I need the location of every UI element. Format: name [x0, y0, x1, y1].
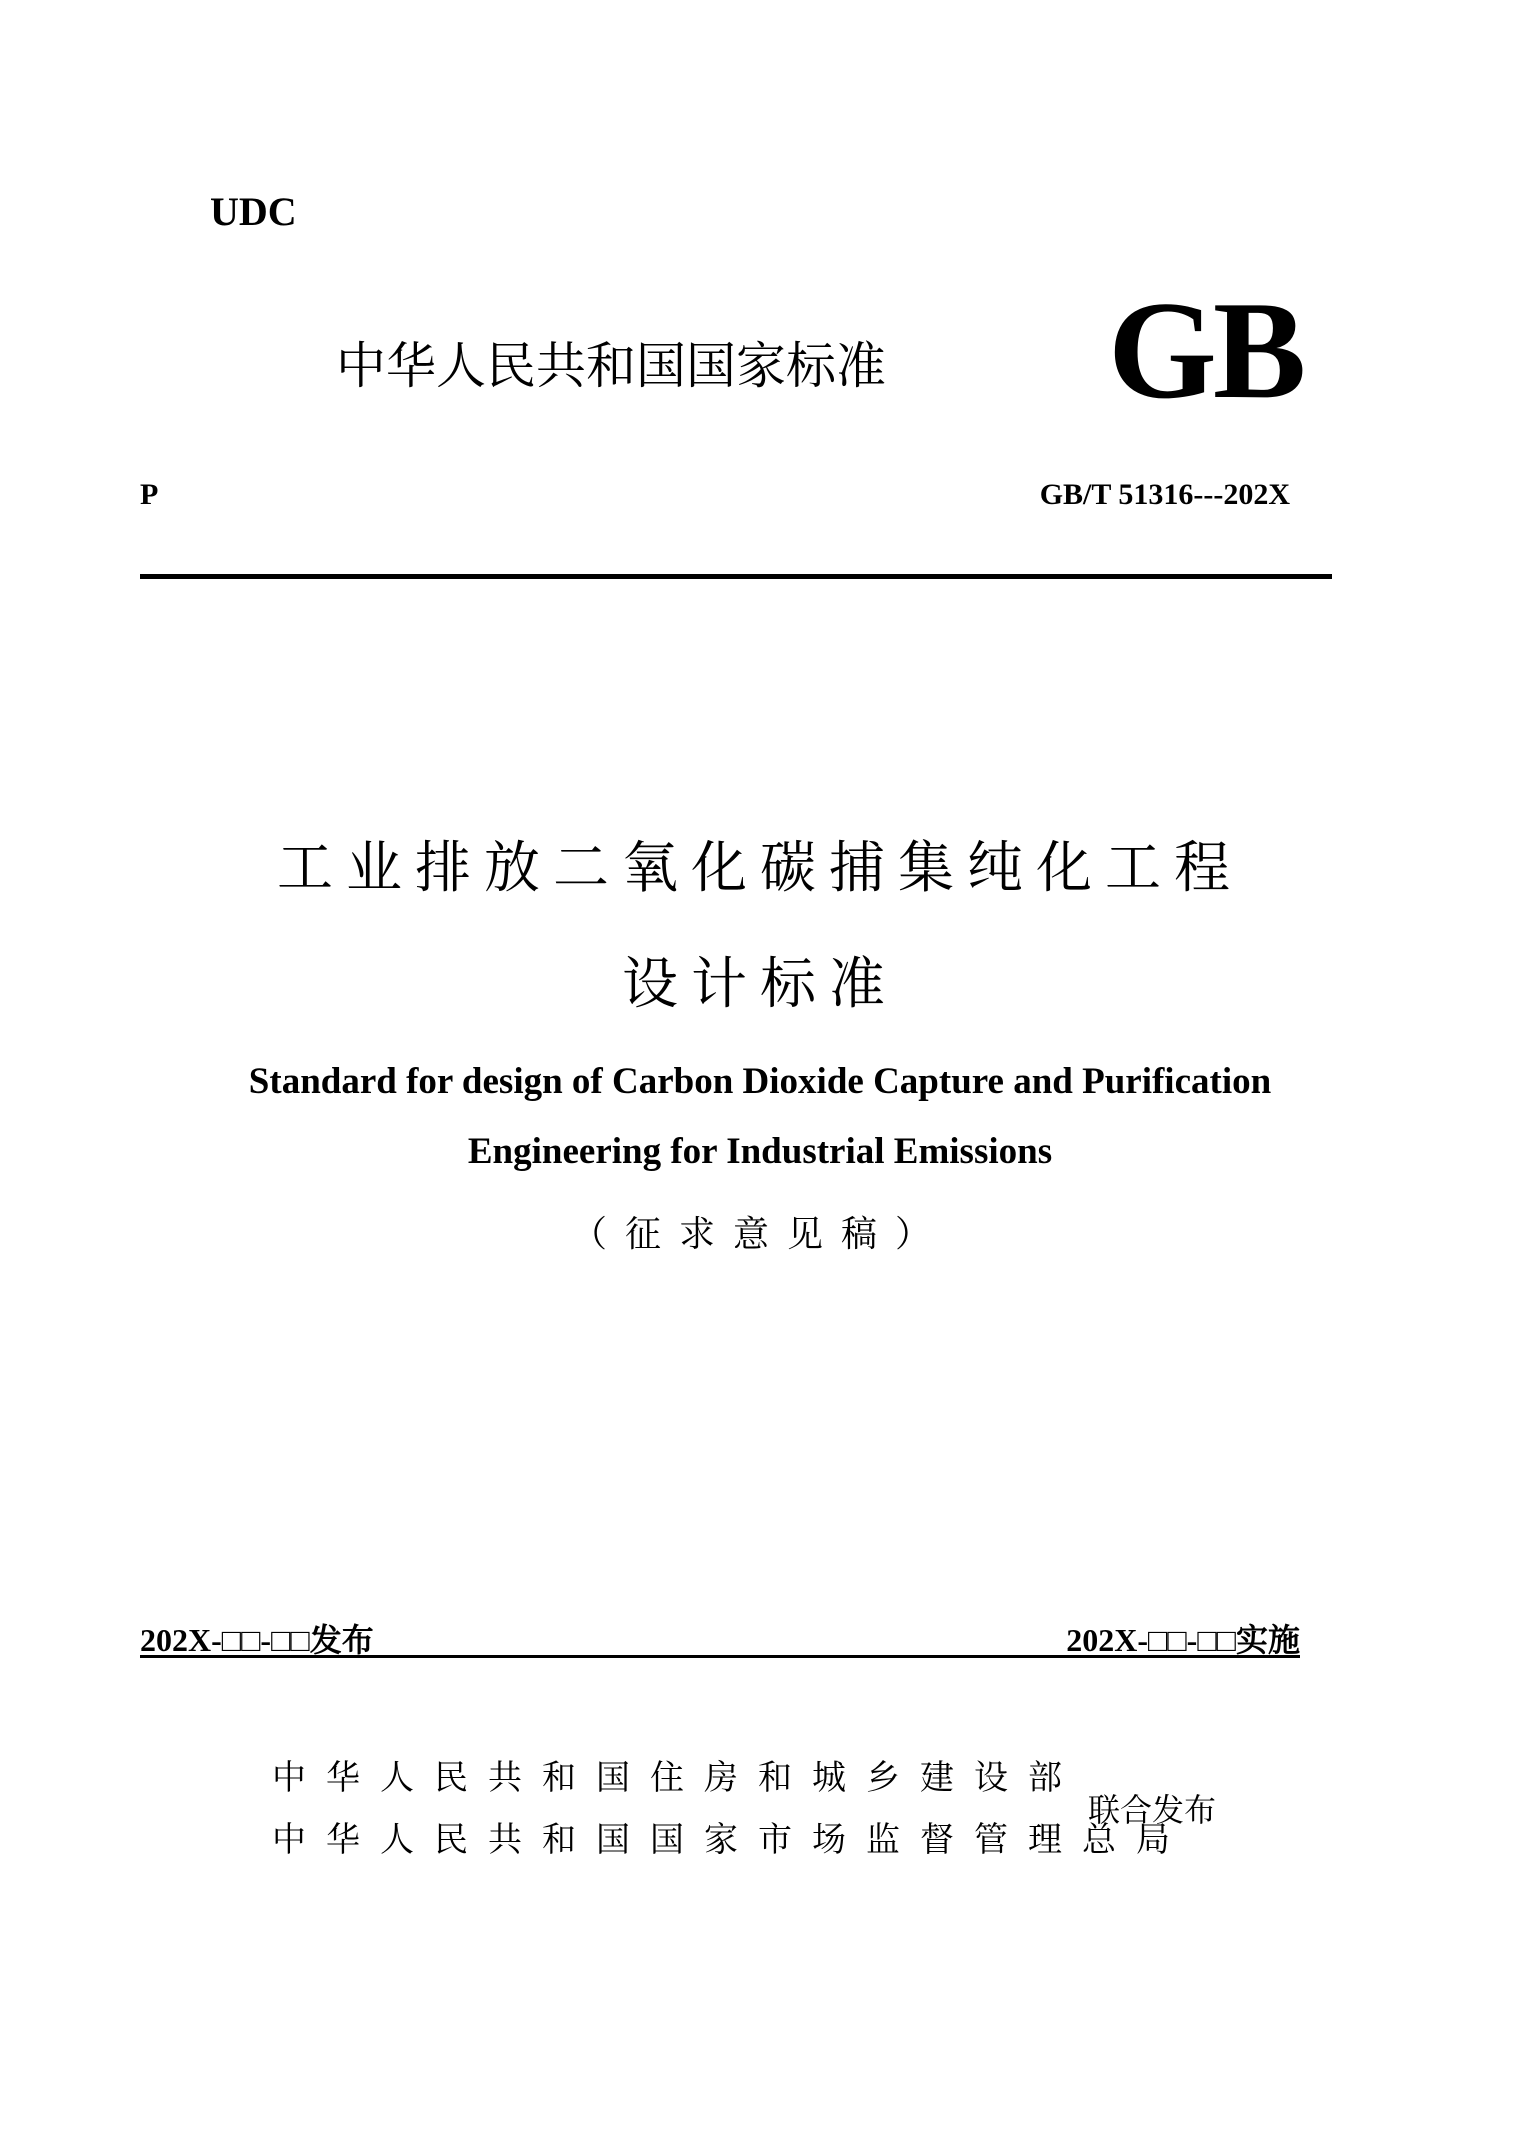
- gb-logo: GB: [1108, 273, 1303, 428]
- draft-status: （征求意见稿）: [570, 1214, 949, 1255]
- dates-row: [140, 1615, 1300, 1658]
- standard-number: GB/T 51316---202X: [1039, 478, 1290, 511]
- joint-publication-label: 联合发布: [1088, 1791, 1217, 1829]
- issue-date: 202X-□□-□□发布: [140, 1622, 374, 1658]
- chinese-title-line2: 设计标准: [622, 952, 898, 1017]
- implementation-date: 202X-□□-□□实施: [1066, 1622, 1300, 1658]
- udc-label: UDC: [210, 189, 297, 234]
- english-title-line1: Standard for design of Carbon Dioxide Capture and Purification: [248, 1061, 1272, 1102]
- header-divider: [140, 574, 1332, 579]
- publisher-1: 中华人民共和国住房和城乡建设部: [272, 1758, 1082, 1798]
- classification-code: P: [140, 478, 159, 511]
- publisher-2: 中华人民共和国国家市场监督管理总局: [272, 1820, 1190, 1860]
- chinese-title-line1: 工业排放二氧化碳捕集纯化工程: [277, 836, 1243, 901]
- english-title-line2: Engineering for Industrial Emissions: [467, 1131, 1053, 1172]
- standard-type: 中华人民共和国国家标准: [336, 337, 886, 395]
